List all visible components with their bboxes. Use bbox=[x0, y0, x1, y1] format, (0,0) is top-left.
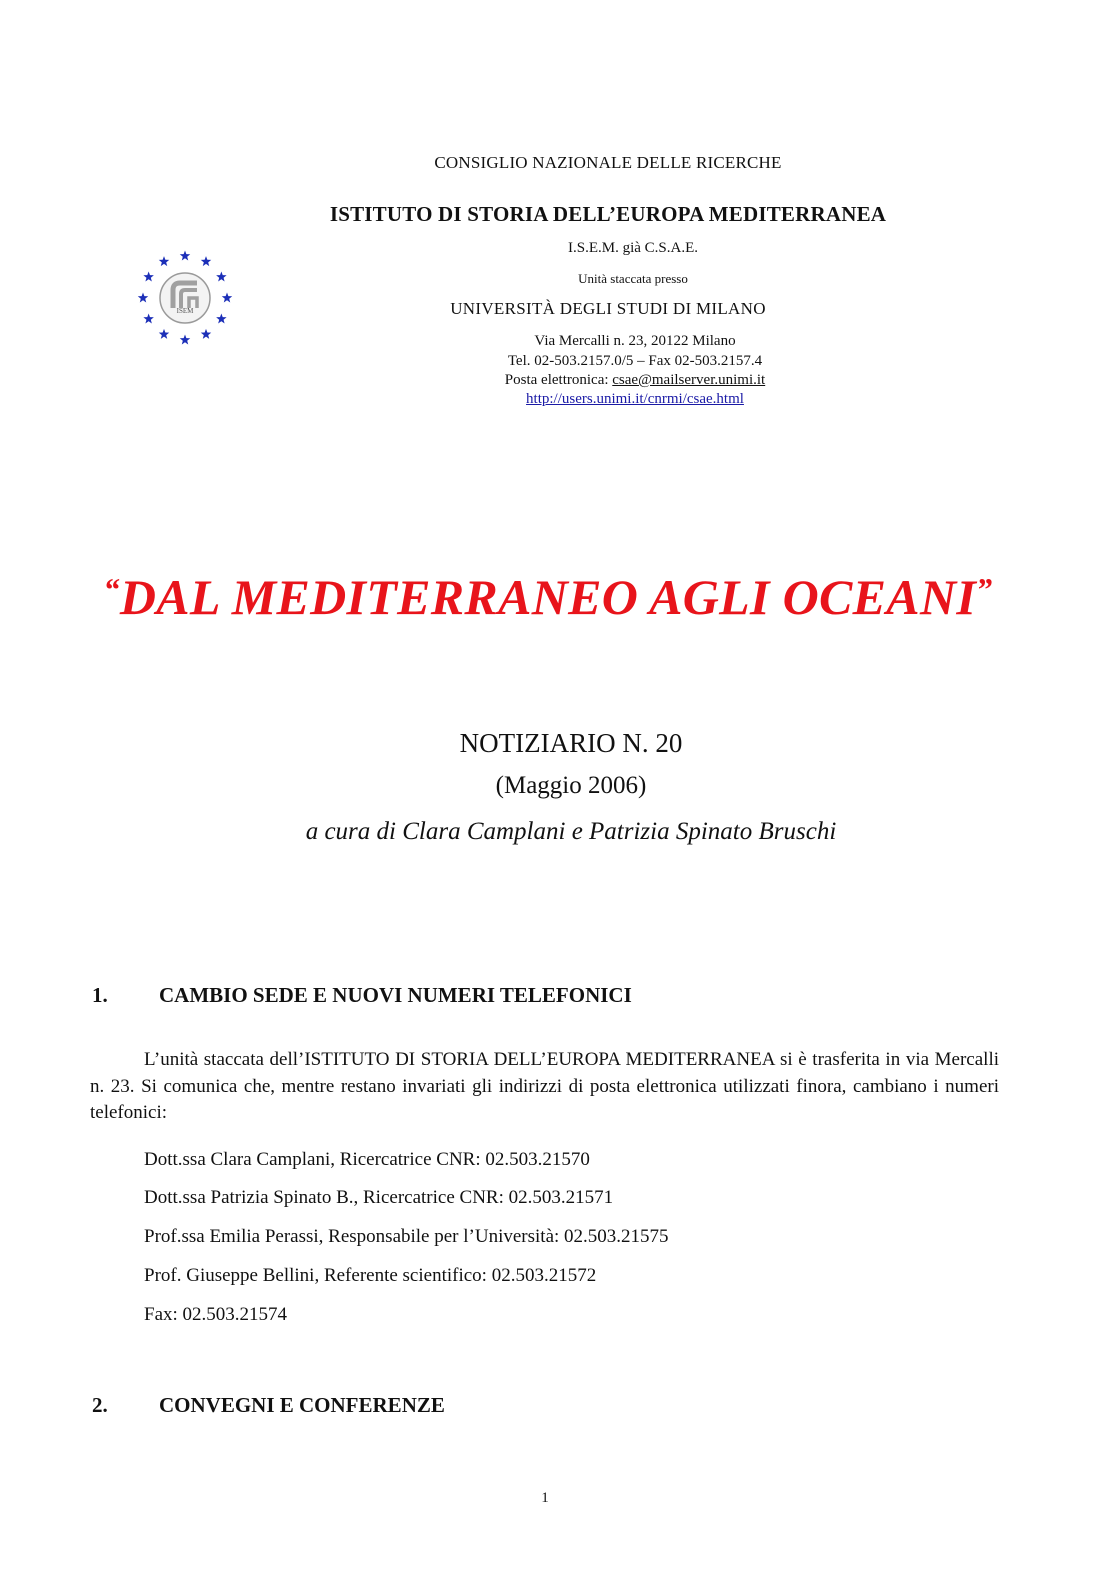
title-text: DAL MEDITERRANEO AGLI OCEANI bbox=[119, 569, 977, 625]
logo-star bbox=[216, 272, 226, 282]
logo-star bbox=[138, 293, 148, 303]
institute-acronym: I.S.E.M. già C.S.A.E. bbox=[567, 240, 698, 256]
unit-label: Unità staccata presso bbox=[578, 271, 688, 286]
section-1-number: 1. bbox=[92, 983, 108, 1007]
contact-line: Fax: 02.503.21574 bbox=[144, 1304, 288, 1325]
contact-line: Prof.ssa Emilia Perassi, Responsabile per l’Università: 02.503.21575 bbox=[144, 1226, 669, 1247]
section-1-title: CAMBIO SEDE E NUOVI NUMERI TELEFONICI bbox=[159, 983, 632, 1007]
phone-fax: Tel. 02-503.2157.0/5 – Fax 02-503.2157.4 bbox=[507, 353, 763, 369]
logo-star bbox=[222, 293, 232, 303]
logo-star bbox=[201, 329, 211, 339]
newsletter-date: (Maggio 2006) bbox=[495, 772, 647, 799]
contact-line: Dott.ssa Clara Camplani, Ricercatrice CNR: 02.503.21570 bbox=[144, 1149, 590, 1170]
newsletter-title bbox=[0, 568, 1096, 626]
logo-star bbox=[180, 335, 190, 345]
section-2-title: CONVEGNI E CONFERENZE bbox=[159, 1393, 445, 1417]
section-2-number: 2. bbox=[92, 1393, 108, 1417]
contact-line: Prof. Giuseppe Bellini, Referente scientifico: 02.503.21572 bbox=[144, 1265, 597, 1286]
logo-star bbox=[143, 314, 153, 324]
logo-emblem bbox=[160, 273, 210, 323]
council-name: CONSIGLIO NAZIONALE DELLE RICERCHE bbox=[434, 153, 782, 172]
logo-star bbox=[216, 314, 226, 324]
address: Via Mercalli n. 23, 20122 Milano bbox=[534, 333, 736, 349]
newsletter-editors: a cura di Clara Camplani e Patrizia Spinato Bruschi bbox=[305, 818, 837, 845]
email-line bbox=[0, 372, 1110, 389]
logo-star bbox=[159, 329, 169, 339]
isem-logo bbox=[133, 250, 237, 350]
email-label: Posta elettronica: bbox=[504, 372, 613, 388]
logo-star bbox=[159, 256, 169, 266]
website-link[interactable]: http://users.unimi.it/cnrmi/csae.html bbox=[526, 391, 744, 407]
logo-star bbox=[201, 256, 211, 266]
title-close-quote: ” bbox=[976, 571, 993, 607]
contact-line: Dott.ssa Patrizia Spinato B., Ricercatrice CNR: 02.503.21571 bbox=[144, 1187, 614, 1208]
page-number: 1 bbox=[541, 1490, 549, 1506]
email-link[interactable]: csae@mailserver.unimi.it bbox=[612, 372, 766, 388]
logo-star bbox=[180, 251, 190, 261]
newsletter-number: NOTIZIARIO N. 20 bbox=[459, 728, 683, 758]
section-1-paragraph: L’unità staccata dell’ISTITUTO DI STORIA DELL’EUROPA MEDITERRANEA si è trasferita in via Mercalli n. 23. Si comunica che, mentre restano invariati gli indirizzi di posta elettronica utilizzati finora, cambiano i numeri telefonici: bbox=[90, 1049, 999, 1123]
logo-star bbox=[143, 272, 153, 282]
title-open-quote: “ bbox=[103, 571, 120, 607]
institute-name: ISTITUTO DI STORIA DELL’EUROPA MEDITERRANEA bbox=[329, 202, 887, 226]
logo-text: ISEM bbox=[176, 307, 194, 315]
university-name: UNIVERSITÀ DEGLI STUDI DI MILANO bbox=[450, 299, 766, 318]
website-line bbox=[0, 391, 1110, 408]
